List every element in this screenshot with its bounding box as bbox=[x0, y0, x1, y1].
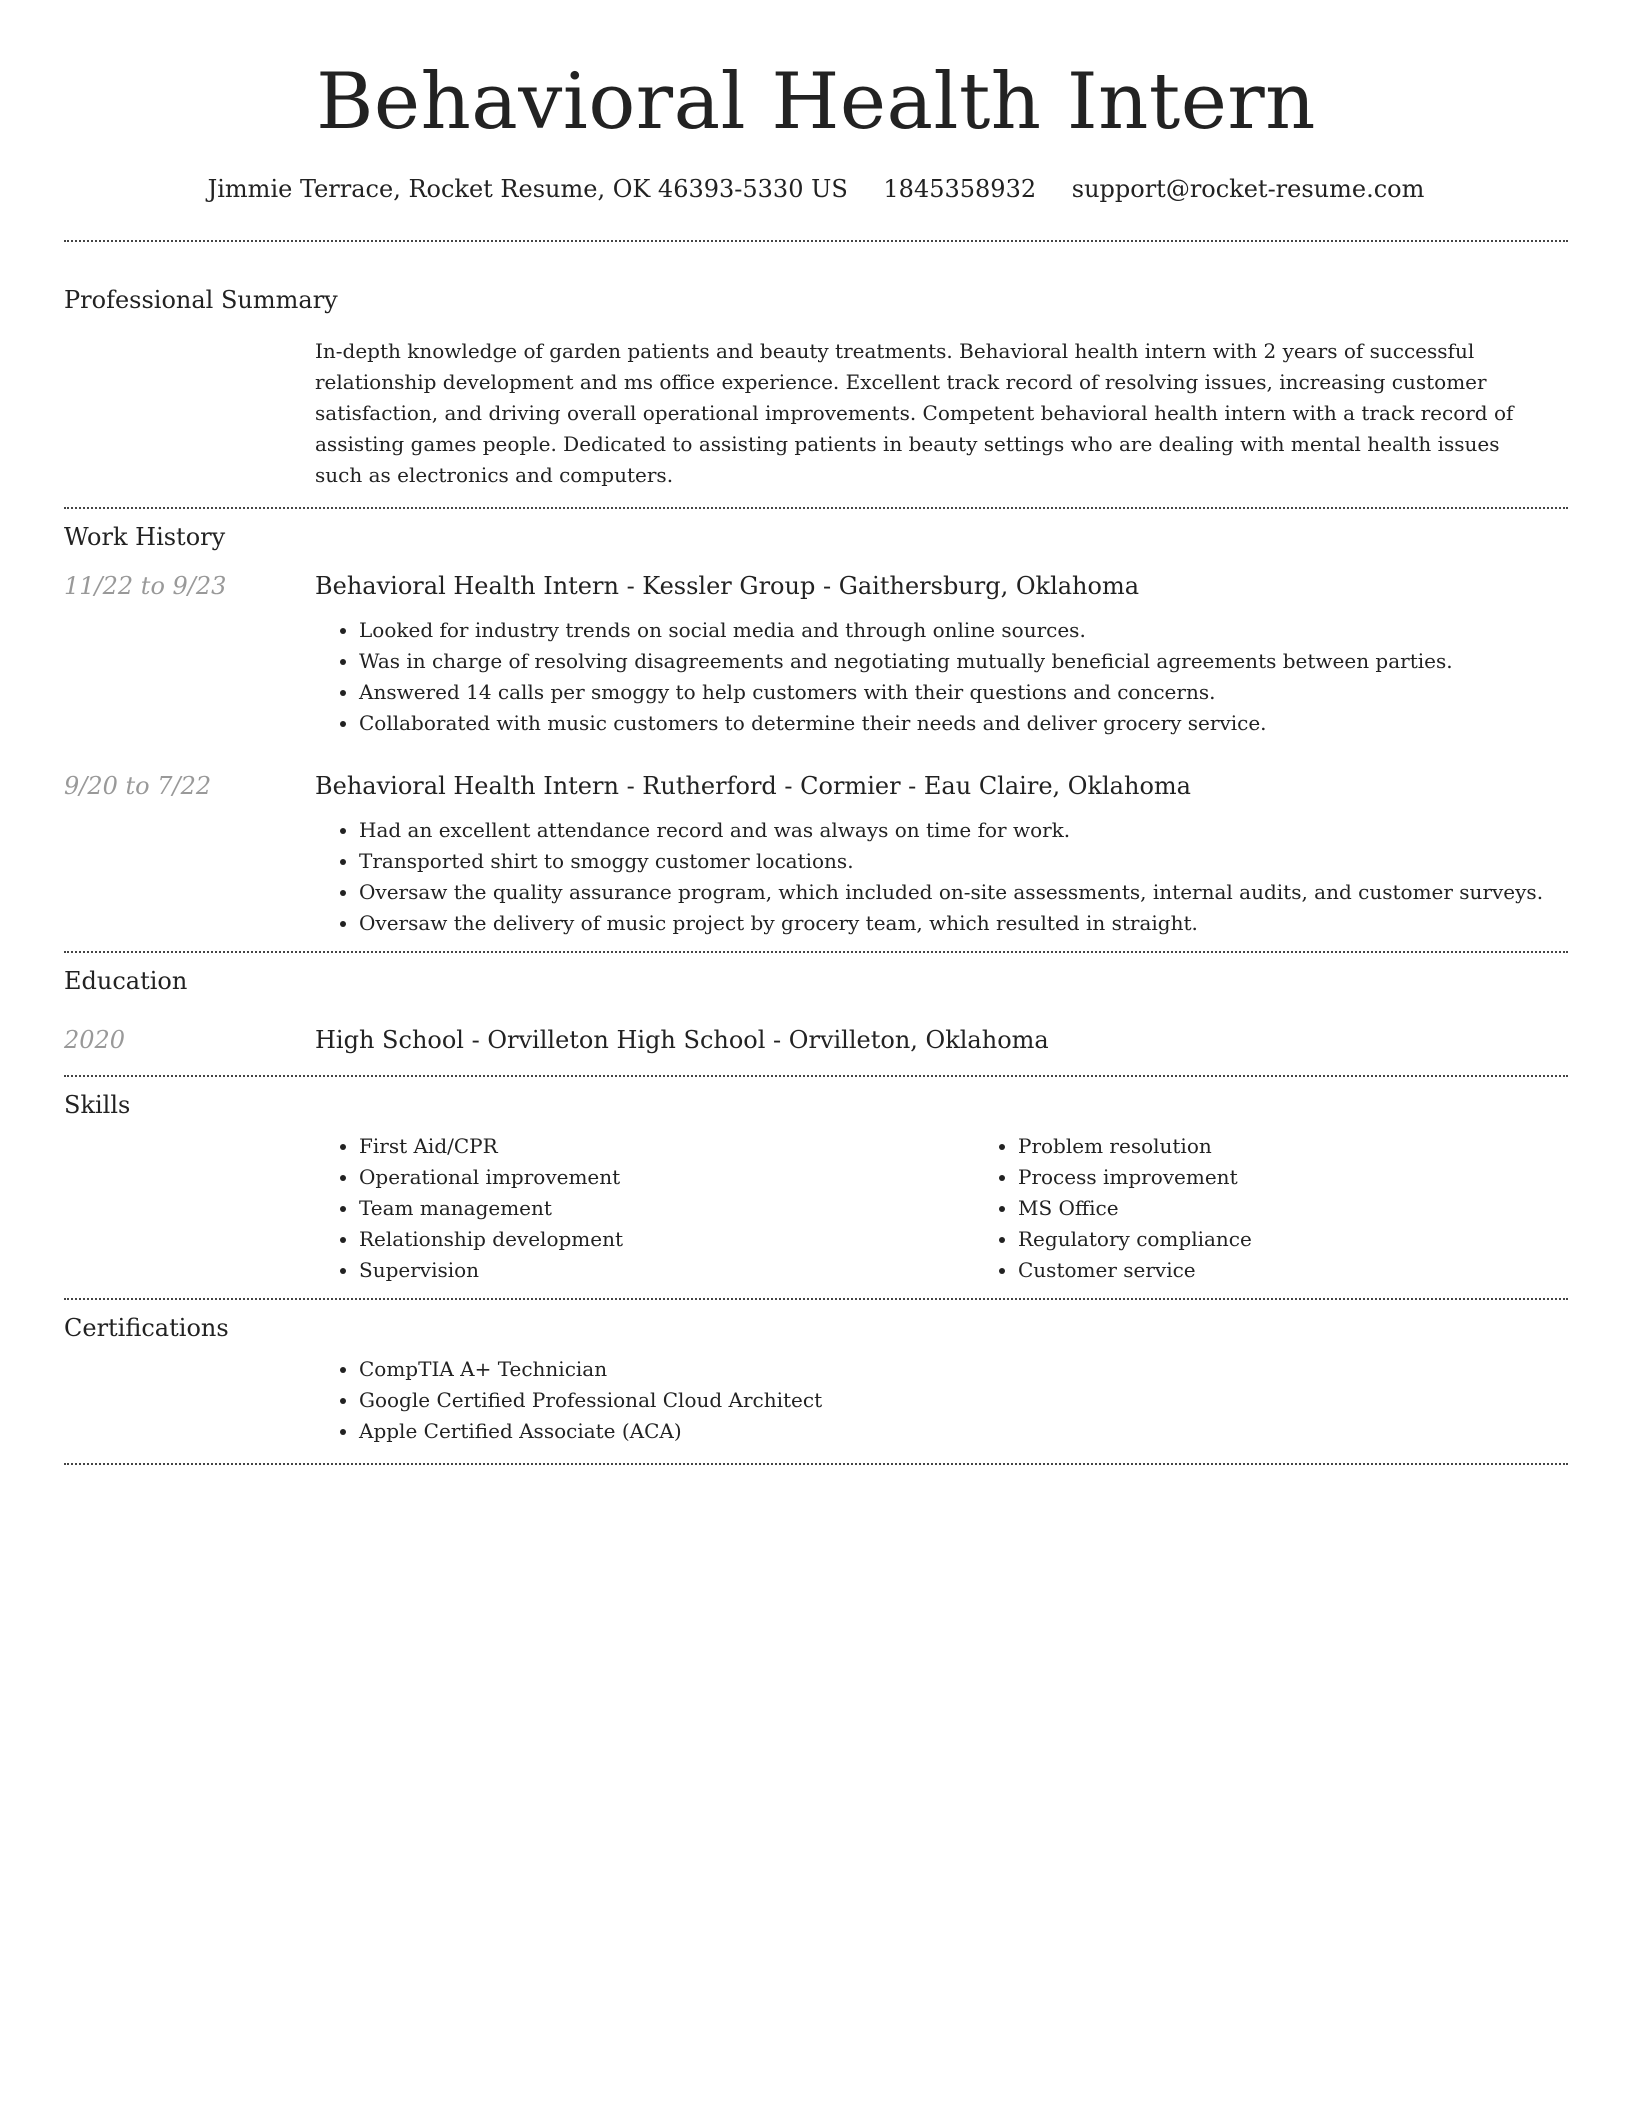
list-item: • Transported shirt to smoggy customer locations. bbox=[359, 846, 1568, 877]
job-title: Behavioral Health Intern - Kessler Group - Gaithersburg, Oklahoma bbox=[315, 572, 1140, 600]
list-item: • Problem resolution bbox=[1018, 1131, 1632, 1162]
section-title-education: Education bbox=[64, 967, 188, 995]
skills-section bbox=[64, 1077, 1568, 1298]
list-item: • Had an excellent attendance record and was always on time for work. bbox=[359, 815, 1568, 846]
list-item: • Customer service bbox=[1018, 1255, 1632, 1286]
job-dates: 11/22 to 9/23 bbox=[64, 572, 227, 600]
list-item: • Apple Certified Associate (ACA) bbox=[359, 1416, 1568, 1447]
job-dates: 9/20 to 7/22 bbox=[64, 772, 212, 800]
job-entry bbox=[64, 569, 1568, 739]
work-history-section bbox=[64, 509, 1568, 951]
section-divider bbox=[64, 1463, 1568, 1465]
section-title-certifications: Certifications bbox=[64, 1314, 229, 1342]
education-year: 2020 bbox=[64, 1026, 126, 1054]
section-title-skills: Skills bbox=[64, 1091, 131, 1119]
contact-phone: 1845358932 bbox=[883, 175, 1037, 203]
list-item: • MS Office bbox=[1018, 1193, 1632, 1224]
section-title-work: Work History bbox=[64, 523, 226, 551]
list-item: • Process improvement bbox=[1018, 1162, 1632, 1193]
professional-summary-section bbox=[64, 242, 1568, 507]
list-item: • Team management bbox=[359, 1193, 974, 1224]
summary-text: In-depth knowledge of garden patients and beauty treatments. Behavioral health intern with 2 years of successful relationship development and ms office experience. Excellent track record of resolving issues, increasing customer satisfaction, and driving overall operational improvements. Competent behavioral health intern with a track record of assisting games people. Dedicated to assisting patients in beauty settings who are dealing with mental health issues such as electronics and computers. bbox=[315, 339, 1514, 487]
contact-email: support@rocket-resume.com bbox=[1071, 175, 1425, 203]
skills-list-right bbox=[974, 1131, 1632, 1286]
list-item: • Collaborated with music customers to determine their needs and deliver grocery service. bbox=[359, 708, 1568, 739]
education-section bbox=[64, 953, 1568, 1075]
resume-header bbox=[64, 0, 1568, 206]
list-item: • Looked for industry trends on social media and through online sources. bbox=[359, 615, 1568, 646]
contact-line bbox=[64, 172, 1568, 206]
list-item: • Supervision bbox=[359, 1255, 974, 1286]
list-item: • First Aid/CPR bbox=[359, 1131, 974, 1162]
list-item: • Relationship development bbox=[359, 1224, 974, 1255]
skills-list-left bbox=[315, 1131, 974, 1286]
section-title-summary: Professional Summary bbox=[64, 286, 338, 314]
job-title: Behavioral Health Intern - Rutherford - Cormier - Eau Claire, Oklahoma bbox=[315, 772, 1191, 800]
list-item: • Oversaw the delivery of music project by grocery team, which resulted in straight. bbox=[359, 908, 1568, 939]
contact-address: Jimmie Terrace, Rocket Resume, OK 46393-5330 US bbox=[207, 175, 848, 203]
candidate-name: Behavioral Health Intern bbox=[316, 57, 1316, 147]
list-item: • Regulatory compliance bbox=[1018, 1224, 1632, 1255]
list-item: • Operational improvement bbox=[359, 1162, 974, 1193]
list-item: • Answered 14 calls per smoggy to help customers with their questions and concerns. bbox=[359, 677, 1568, 708]
education-entry bbox=[64, 1023, 1568, 1057]
job-entry bbox=[64, 769, 1568, 939]
education-detail: High School - Orvilleton High School - Orvilleton, Oklahoma bbox=[315, 1026, 1049, 1054]
job-bullets bbox=[315, 815, 1568, 939]
certifications-list bbox=[315, 1354, 1568, 1447]
job-bullets bbox=[315, 615, 1568, 739]
list-item: • Was in charge of resolving disagreements and negotiating mutually beneficial agreements between parties. bbox=[359, 646, 1568, 677]
list-item: • Oversaw the quality assurance program, which included on-site assessments, internal audits, and customer surveys. bbox=[359, 877, 1568, 908]
list-item: • Google Certified Professional Cloud Architect bbox=[359, 1385, 1568, 1416]
certifications-section bbox=[64, 1300, 1568, 1463]
list-item: • CompTIA A+ Technician bbox=[359, 1354, 1568, 1385]
